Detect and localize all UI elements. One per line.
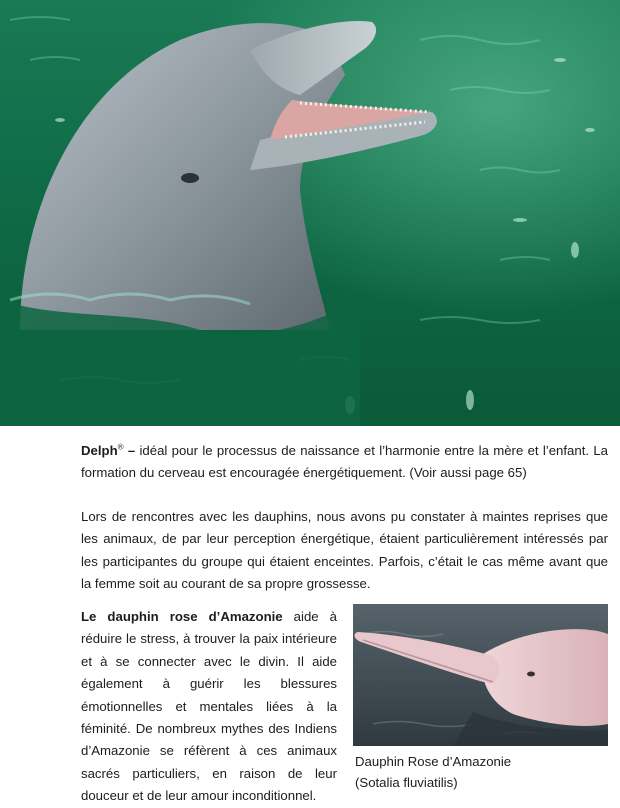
paragraph-pink-dolphin (81, 606, 337, 808)
caption-delph (81, 440, 608, 485)
delph-title: Delph (81, 443, 118, 458)
delph-dash: – (123, 443, 136, 458)
registered-mark: ® (117, 442, 124, 452)
side-image-caption (355, 751, 610, 793)
paragraph-encounters: Lors de rencontres avec les dauphins, nous avons pu constater à maintes reprises que les animaux, de par leur perception énergétique, étaient particulièrement intéressés par les participantes du groupe qui étaient enceintes. Parfois, c’était le cas même avant que la femme soit au courant de sa propre grossesse. (81, 509, 608, 592)
pink-dolphin-title: Le dauphin rose d’Amazonie (81, 609, 283, 624)
caption-scientific-name: (Sotalia fluviatilis) (355, 775, 458, 790)
pink-dolphin-description: aide à réduire le stress, à trouver la paix intérieure et à se connecter avec le divin. Il aide également à guérir les blessures émotionnelles et mentales liées à la féminité. De nombreux mythes des Indiens d’Amazonie se réfèrent à ces animaux sacrés particuliers, en raison de leur douceur et de leur amour inconditionnel. (81, 609, 337, 804)
delph-description: idéal pour le processus de naissance et l’harmonie entre la mère et l’enfant. La formation du cerveau est encouragée énergétiquement. (Voir aussi page 65) (81, 443, 609, 481)
side-image-pink-dolphin (353, 604, 608, 746)
caption-common-name: Dauphin Rose d’Amazonie (355, 754, 512, 769)
